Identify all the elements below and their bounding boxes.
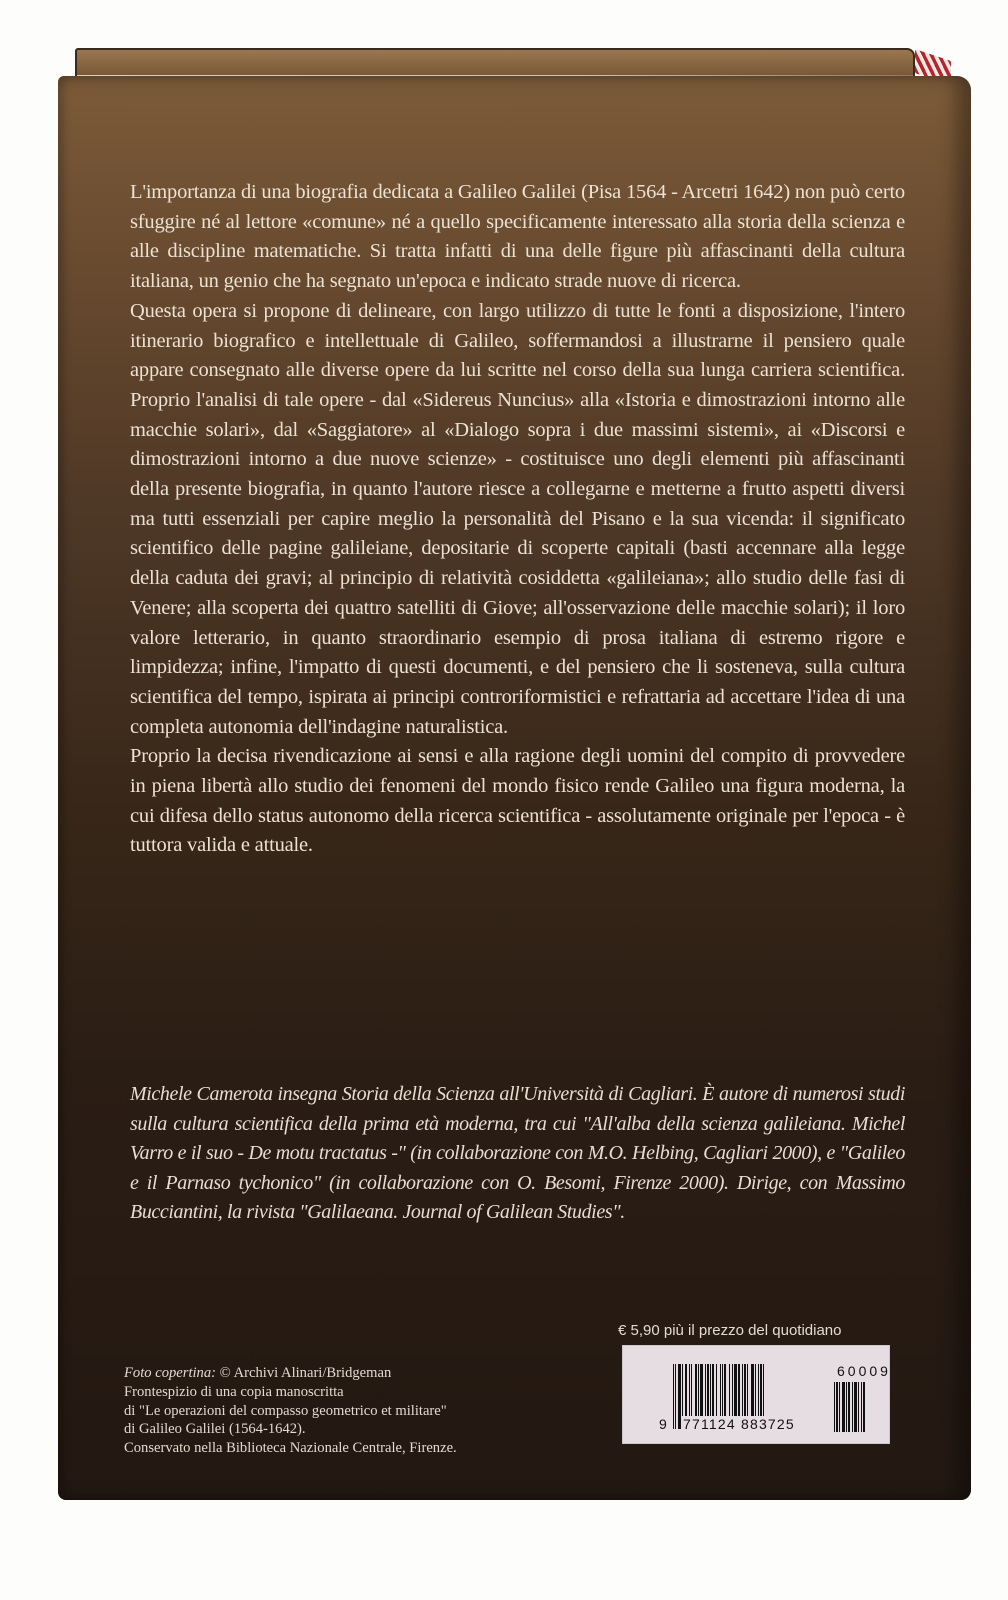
barcode <box>622 1345 890 1444</box>
credits-line-2: di "Le operazioni del compasso geometrico et militare" <box>124 1402 447 1419</box>
blurb-paragraph-3: Proprio la decisa rivendicazione ai sensi e alla ragione degli uomini del compito di provvedere in piena libertà allo studio dei fenomeni del mondo fisico rende Galileo una figura moderna, la cui difesa dello status autonomo della ricerca scientifica - assolutamente originale per l'epoca - è tuttora valida e attuale. <box>130 745 905 857</box>
credits-line-1: Frontespizio di una copia manoscritta <box>124 1383 344 1400</box>
blurb-paragraph-2: Questa opera si propone di delineare, con largo utilizzo di tutte le fonti a disposizione, l'intero itinerario biografico e intellettuale di Galileo, soffermandosi a illustrarne il pensiero quale appare consegnato alle diverse opere da lui scritte nel corso della sua lunga carriera scientifica. Proprio l'analisi di tale opere - dal «Sidereus Nuncius» alla «Istoria e dimostrazioni intorno alle macchie solari», dal «Saggiatore» al «Dialogo sopra i due massimi sistemi», ai «Discorsi e dimostrazioni intorno a due nuove scienze» - costituisce uno degli elementi più affascinanti della presente biografia, in quanto l'autore riesce a collegarne e metterne a frutto aspetti diversi ma tutti essenziali per capire meglio la personalità del Pisano e la sua vicenda: il significato scientifico delle pagine galileiane, depositarie di scoperte capitali (basti accennare alla legge della caduta dei gravi; al principio di relatività cosiddetta «galileiana»; allo studio delle fasi di Venere; alla scoperta dei quattro satelliti di Giove; all'osservazione delle macchie solari); il loro valore letterario, in quanto straordinario esempio di prosa italiana di estremo rigore e limpidezza; infine, l'impatto di questi documenti, e del pensiero che li sosteneva, sulla cultura scientifica del tempo, ispirata ai principi controriformistici e refrattaria ad accettare l'idea di una completa autonomia dell'indagine naturalistica. <box>130 299 905 738</box>
photo-credits <box>124 1364 564 1458</box>
blurb-text <box>130 178 905 861</box>
barcode-addon-digits: 60009 <box>837 1363 891 1379</box>
price-label: € 5,90 più il prezzo del quotidiano <box>618 1322 842 1339</box>
barcode-addon-bars <box>834 1382 875 1432</box>
blurb-paragraph-1: L'importanza di una biografia dedicata a Galileo Galilei (Pisa 1564 - Arcetri 1642) non può certo sfuggire né al lettore «comune» né a quello specificamente interessato alla storia della scienza e alle discipline matematiche. Si tratta infatti di una delle figure più affascinanti della cultura italiana, un genio che ha segnato un'epoca e indicato strade nuove di ricerca. <box>130 181 905 293</box>
author-bio-text: Michele Camerota insegna Storia della Scienza all'Università di Cagliari. È autore di numerosi studi sulla cultura scientifica della prima età moderna, tra cui "All'alba della scienza galileiana. Michel Varro e il suo - De motu tractatus -" (in collaborazione con M.O. Helbing, Cagliari 2000), e "Galileo e il Parnaso tychonico" (in collaborazione con O. Besomi, Firenze 2000). Dirige, con Massimo Bucciantini, la rivista "Galilaeana. Journal of Galilean Studies". <box>130 1083 905 1223</box>
credits-line-4: Conservato nella Biblioteca Nazionale Centrale, Firenze. <box>124 1440 457 1457</box>
credits-label: Foto copertina: <box>124 1365 217 1381</box>
credits-copyright: © Archivi Alinari/Bridgeman <box>219 1365 392 1381</box>
credits-line-3: di Galileo Galilei (1564-1642). <box>124 1421 306 1438</box>
barcode-first-digit: 9 <box>659 1416 667 1432</box>
author-bio <box>130 1080 905 1228</box>
barcode-digits: 771124 883725 <box>683 1416 795 1432</box>
